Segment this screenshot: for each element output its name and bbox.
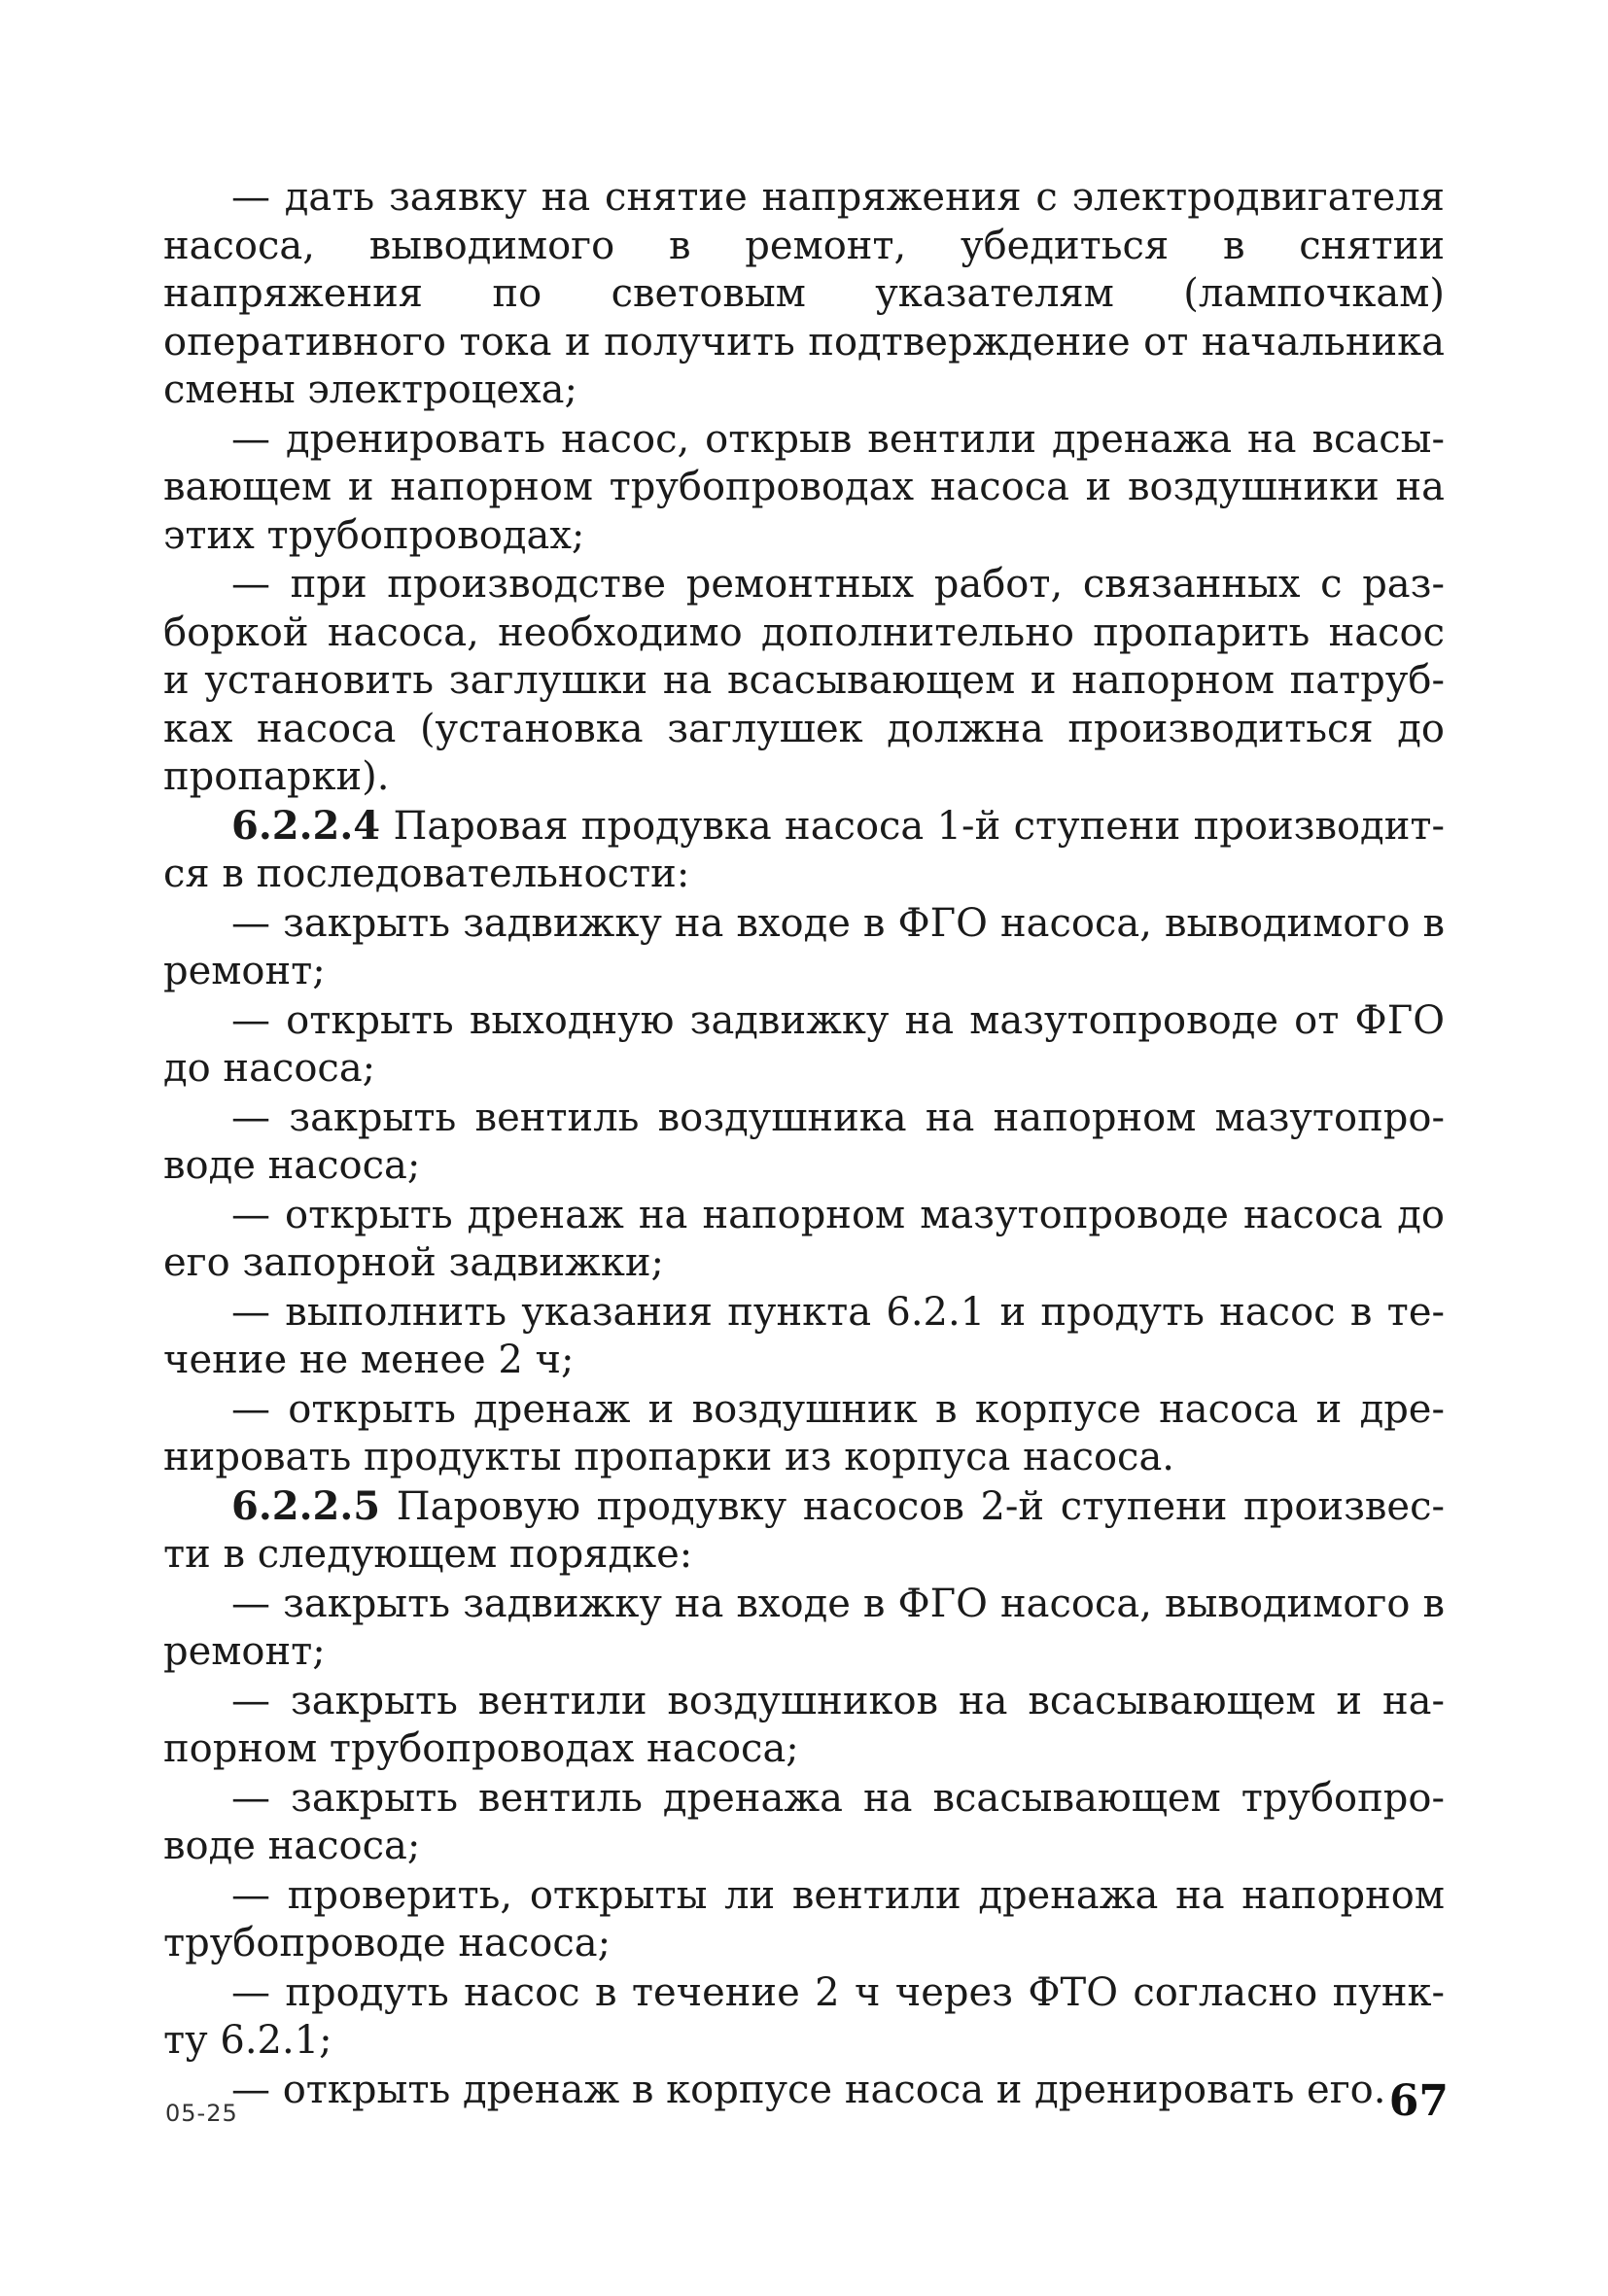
- paragraph: [163, 1968, 1445, 2066]
- paragraph: [163, 1482, 1445, 1580]
- paragraph-text: — открыть дренаж и воздушник в корпусе насоса и дренировать продукты пропарки из корпуса насоса.: [163, 1386, 1445, 1479]
- paragraph: [163, 2066, 1445, 2115]
- paragraph: [163, 1385, 1445, 1482]
- paragraph-text: — дренировать насос, открыв вентили дренажа на всасывающем и напорном трубопроводах насоса и воздушники на этих трубопроводах;: [163, 416, 1445, 558]
- paragraph-text: — закрыть вентиль воздушника на напорном мазутопроводе насоса;: [163, 1095, 1445, 1188]
- body-text: [163, 173, 1445, 2114]
- paragraph-text: — открыть дренаж на напорном мазутопроводе насоса до его запорной задвижки;: [163, 1192, 1445, 1285]
- page-number: 67: [1388, 2076, 1449, 2126]
- section-number: 6.2.2.4: [231, 802, 381, 849]
- paragraph-text: — открыть дренаж в корпусе насоса и дренировать его.: [231, 2067, 1386, 2112]
- paragraph: [163, 1580, 1445, 1677]
- paragraph: [163, 173, 1445, 415]
- paragraph: [163, 802, 1445, 899]
- paragraph: [163, 1774, 1445, 1871]
- paragraph-text: Паровая продувка насоса 1-й ступени производится в последовательности:: [163, 803, 1445, 896]
- paragraph-text: — закрыть задвижку на входе в ФГО насоса, выводимого в ремонт;: [163, 1581, 1445, 1674]
- paragraph-text: — закрыть задвижку на входе в ФГО насоса, выводимого в ремонт;: [163, 900, 1445, 993]
- paragraph-text: — открыть выходную задвижку на мазутопроводе от ФГО до насоса;: [163, 997, 1445, 1091]
- paragraph: [163, 1871, 1445, 1968]
- paragraph: [163, 996, 1445, 1094]
- paragraph: [163, 1191, 1445, 1288]
- paragraph: [163, 560, 1445, 802]
- paragraph-text: — закрыть вентиль дренажа на всасывающем трубопроводе насоса;: [163, 1775, 1445, 1868]
- paragraph-text: — продуть насос в течение 2 ч через ФТО согласно пункту 6.2.1;: [163, 1969, 1445, 2063]
- paragraph: [163, 899, 1445, 996]
- paragraph-text: — при производстве ремонтных работ, связанных с разборкой насоса, необходимо дополнительно пропарить насос и установить заглушки на всасывающем и напорном патрубках насоса (установка заглушек должна производиться до пропарки).: [163, 562, 1445, 799]
- paragraph: [163, 415, 1445, 561]
- paragraph: [163, 1677, 1445, 1774]
- paragraph-text: — закрыть вентили воздушников на всасывающем и напорном трубопроводах насоса;: [163, 1678, 1445, 1771]
- paragraph: [163, 1288, 1445, 1385]
- paragraph-text: — выполнить указания пункта 6.2.1 и продуть насос в течение не менее 2 ч;: [163, 1289, 1445, 1382]
- paragraph: [163, 1094, 1445, 1191]
- paragraph-text: — проверить, открыты ли вентили дренажа на напорном трубопроводе насоса;: [163, 1872, 1445, 1966]
- section-number: 6.2.2.5: [231, 1482, 381, 1529]
- paragraph-text: Паровую продувку насосов 2-й ступени произвести в следующем порядке:: [163, 1483, 1445, 1577]
- footer-code: 05-25: [165, 2100, 238, 2127]
- paragraph-text: — дать заявку на снятие напряжения с электродвигателя насоса, выводимого в ремонт, убедиться в снятии напряжения по световым указателям (лампочкам) оперативного тока и получить подтверждение от начальника смены электроцеха;: [163, 175, 1445, 412]
